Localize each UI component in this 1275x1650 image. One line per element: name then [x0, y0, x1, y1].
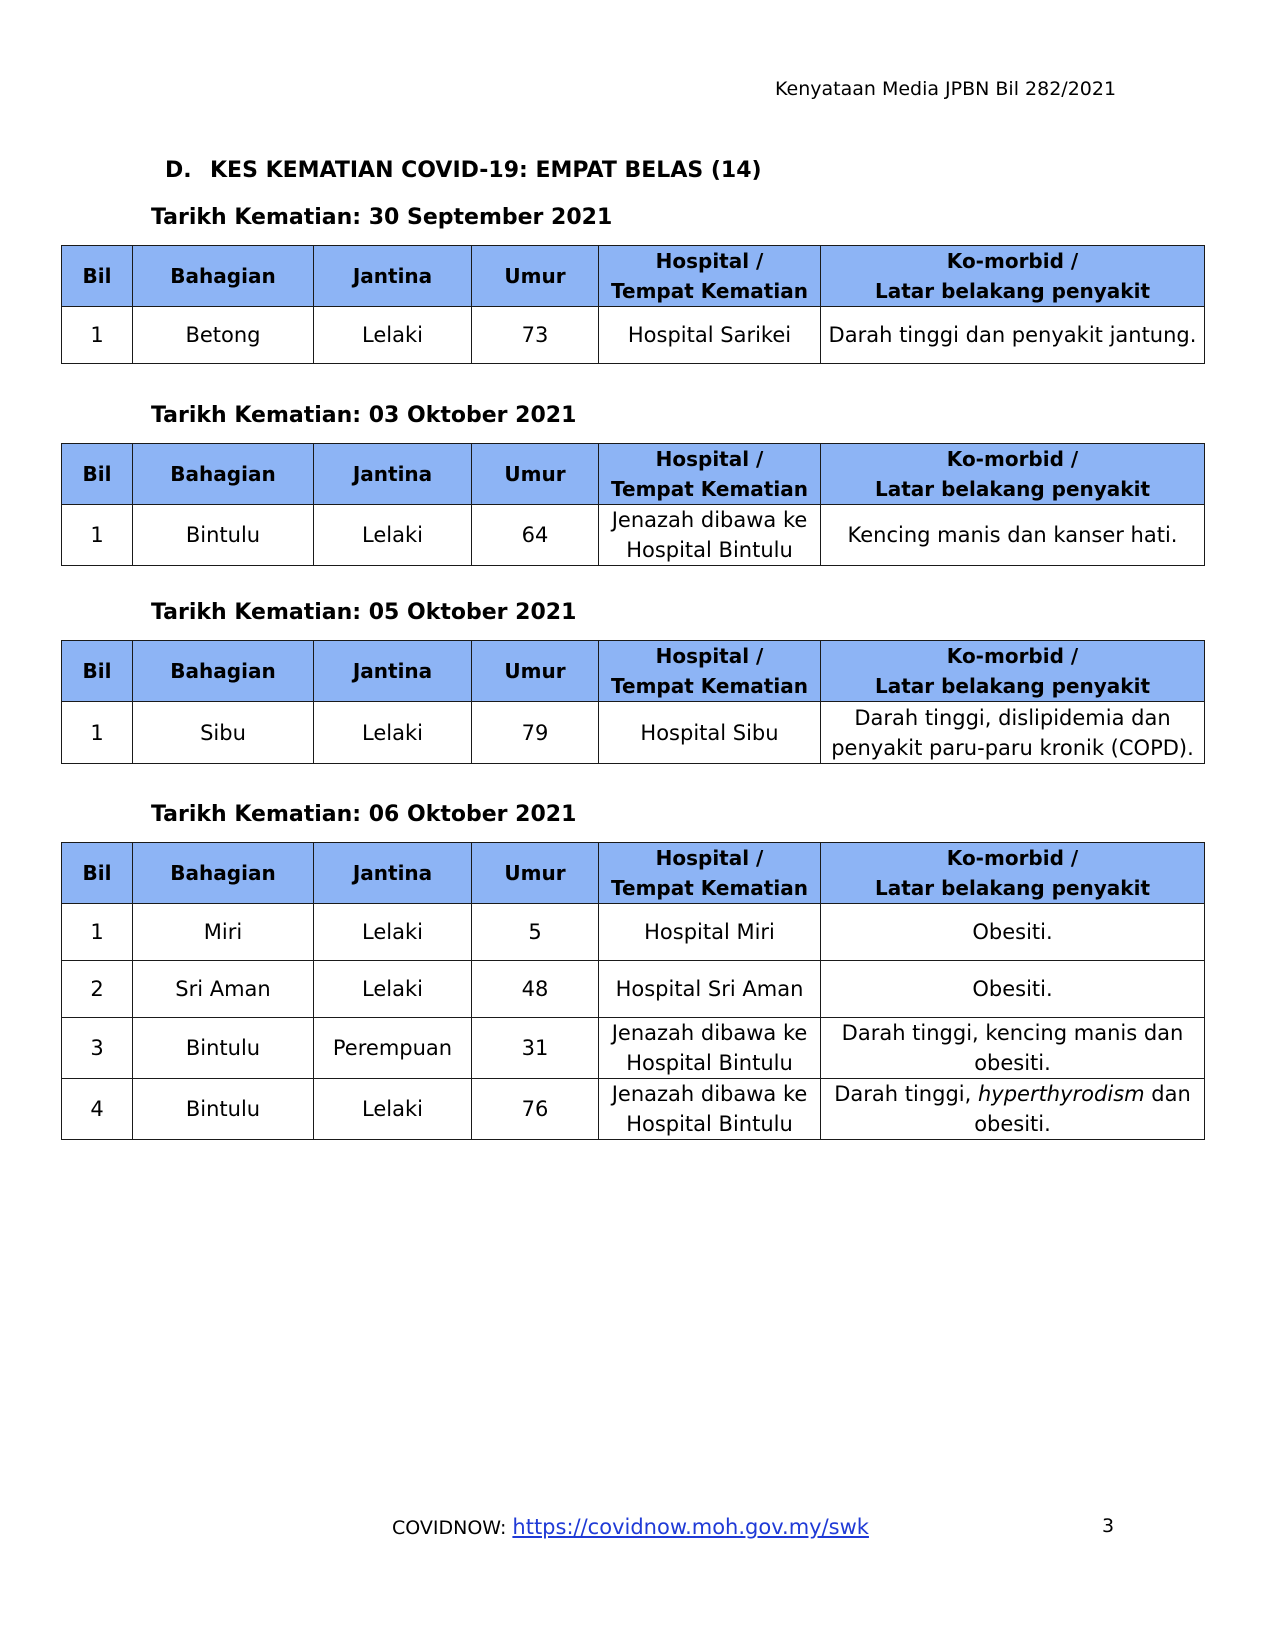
section-title-text: KES KEMATIAN COVID-19: EMPAT BELAS (14) [210, 158, 762, 183]
death-date-label: Tarikh Kematian: 30 September 2021 [151, 205, 613, 230]
komorbid-line-1: Obesiti. [972, 977, 1053, 1001]
cell-bahagian: Bintulu [133, 1018, 314, 1079]
hospital-line-2: Hospital Bintulu [626, 538, 793, 562]
cell-jantina: Perempuan [314, 1018, 472, 1079]
header-hospital [599, 246, 821, 307]
komorbid-line-1: Darah tinggi dan penyakit jantung. [828, 323, 1197, 347]
footer [392, 1515, 869, 1539]
cell-umur: 5 [472, 904, 599, 961]
table-row [62, 961, 1205, 1018]
header-komorbid [821, 444, 1205, 505]
komorbid-line-1: Darah tinggi, [834, 1082, 978, 1106]
header-bahagian [133, 246, 314, 307]
komorbid-italic-term: hyperthyrodism [977, 1082, 1145, 1106]
komorbid-line-1-tail: dan [1144, 1082, 1191, 1106]
cell-bil: 1 [62, 702, 133, 764]
header-bahagian [133, 641, 314, 702]
header-bahagian-text: Bahagian [170, 861, 276, 885]
table-row [62, 1079, 1205, 1140]
table-row [62, 307, 1205, 364]
cell-komorbid [821, 505, 1205, 566]
cell-umur: 48 [472, 961, 599, 1018]
cell-bil: 3 [62, 1018, 133, 1079]
covidnow-link[interactable]: https://covidnow.moh.gov.my/swk [512, 1515, 869, 1539]
hospital-line-1: Jenazah dibawa ke [611, 1021, 808, 1045]
death-cases-table [61, 443, 1205, 566]
header-komorbid-text: Latar belakang penyakit [874, 279, 1151, 303]
header-bahagian-text: Bahagian [170, 462, 276, 486]
death-date-label: Tarikh Kematian: 05 Oktober 2021 [151, 600, 577, 625]
cell-komorbid [821, 1079, 1205, 1140]
header-bahagian-text: Bahagian [170, 264, 276, 288]
cell-hospital [599, 307, 821, 364]
death-cases-table [61, 640, 1205, 764]
death-cases-table [61, 245, 1205, 364]
cell-hospital [599, 1018, 821, 1079]
header-jantina-text: Jantina [352, 861, 433, 885]
header-jantina-text: Jantina [352, 462, 433, 486]
header-jantina [314, 246, 472, 307]
header-bil-text: Bil [82, 659, 112, 683]
header-jantina [314, 641, 472, 702]
death-date-label: Tarikh Kematian: 03 Oktober 2021 [151, 403, 577, 428]
header-komorbid-text: Latar belakang penyakit [874, 477, 1151, 501]
footer-label: COVIDNOW: [392, 1517, 513, 1539]
cell-bahagian: Betong [133, 307, 314, 364]
cell-bil: 1 [62, 904, 133, 961]
header-hospital [599, 444, 821, 505]
cell-umur: 76 [472, 1079, 599, 1140]
cell-bil: 1 [62, 505, 133, 566]
header-hospital-text: Tempat Kematian [611, 279, 808, 303]
hospital-line-1: Hospital Miri [644, 920, 775, 944]
header-hospital-text: Hospital / [655, 447, 764, 471]
header-komorbid-text: Ko-morbid / [946, 846, 1079, 870]
cell-bil: 4 [62, 1079, 133, 1140]
table-header-row [62, 641, 1205, 702]
hospital-line-1: Hospital Sibu [640, 720, 779, 745]
header-hospital [599, 641, 821, 702]
header-umur [472, 444, 599, 505]
header-bahagian [133, 843, 314, 904]
header-komorbid [821, 641, 1205, 702]
header-bil [62, 246, 133, 307]
header-umur-text: Umur [504, 462, 566, 486]
cell-bahagian: Bintulu [133, 505, 314, 566]
header-umur [472, 843, 599, 904]
header-komorbid [821, 246, 1205, 307]
cell-bil: 2 [62, 961, 133, 1018]
header-hospital-text: Tempat Kematian [611, 876, 808, 900]
hospital-line-2: Hospital Bintulu [626, 1112, 793, 1136]
table-row [62, 904, 1205, 961]
komorbid-line-1: Kencing manis dan kanser hati. [847, 523, 1178, 547]
cell-umur: 64 [472, 505, 599, 566]
table-row [62, 505, 1205, 566]
page-number: 3 [1102, 1515, 1115, 1537]
header-hospital-text: Hospital / [655, 644, 764, 668]
komorbid-line-1: Darah tinggi, dislipidemia dan [854, 705, 1171, 730]
header-umur-text: Umur [504, 264, 566, 288]
hospital-line-2: Hospital Bintulu [626, 1051, 793, 1075]
section-letter: D. [165, 158, 192, 183]
header-bil [62, 843, 133, 904]
table-header-row [62, 246, 1205, 307]
cell-bahagian: Sibu [133, 702, 314, 764]
header-hospital [599, 843, 821, 904]
header-bil [62, 444, 133, 505]
cell-komorbid [821, 904, 1205, 961]
komorbid-line-1: Darah tinggi, kencing manis dan [841, 1021, 1184, 1045]
table-header-row [62, 444, 1205, 505]
header-bil-text: Bil [82, 264, 112, 288]
komorbid-line-2: obesiti. [974, 1112, 1051, 1136]
header-hospital-text: Tempat Kematian [611, 477, 808, 501]
header-komorbid-text: Latar belakang penyakit [874, 674, 1151, 698]
header-bahagian [133, 444, 314, 505]
cell-bahagian: Miri [133, 904, 314, 961]
table-row [62, 1018, 1205, 1079]
cell-jantina: Lelaki [314, 505, 472, 566]
header-umur-text: Umur [504, 861, 566, 885]
cell-jantina: Lelaki [314, 904, 472, 961]
header-umur-text: Umur [504, 659, 566, 683]
cell-jantina: Lelaki [314, 702, 472, 764]
header-komorbid [821, 843, 1205, 904]
hospital-line-1: Hospital Sri Aman [615, 977, 804, 1001]
cell-hospital [599, 904, 821, 961]
hospital-line-1: Hospital Sarikei [627, 323, 792, 347]
header-hospital-text: Tempat Kematian [611, 674, 808, 698]
document-reference: Kenyataan Media JPBN Bil 282/2021 [775, 78, 1117, 100]
hospital-line-1: Jenazah dibawa ke [611, 1082, 808, 1106]
header-bil-text: Bil [82, 861, 112, 885]
cell-umur: 73 [472, 307, 599, 364]
cell-komorbid [821, 702, 1205, 764]
cell-bahagian: Bintulu [133, 1079, 314, 1140]
header-umur [472, 246, 599, 307]
komorbid-line-1: Obesiti. [972, 920, 1053, 944]
cell-umur: 31 [472, 1018, 599, 1079]
komorbid-line-2: obesiti. [974, 1051, 1051, 1075]
cell-bahagian: Sri Aman [133, 961, 314, 1018]
header-bil-text: Bil [82, 462, 112, 486]
header-umur [472, 641, 599, 702]
section-heading [165, 158, 762, 183]
header-jantina [314, 444, 472, 505]
death-cases-table [61, 842, 1205, 1140]
cell-jantina: Lelaki [314, 961, 472, 1018]
death-date-label: Tarikh Kematian: 06 Oktober 2021 [151, 802, 577, 827]
komorbid-line-2: penyakit paru-paru kronik (COPD). [831, 735, 1194, 760]
header-jantina [314, 843, 472, 904]
header-komorbid-text: Latar belakang penyakit [874, 876, 1151, 900]
cell-bil: 1 [62, 307, 133, 364]
cell-hospital [599, 1079, 821, 1140]
header-hospital-text: Hospital / [655, 249, 764, 273]
cell-hospital [599, 505, 821, 566]
cell-jantina: Lelaki [314, 307, 472, 364]
cell-hospital [599, 702, 821, 764]
cell-hospital [599, 961, 821, 1018]
table-header-row [62, 843, 1205, 904]
header-bil [62, 641, 133, 702]
header-jantina-text: Jantina [352, 659, 433, 683]
header-komorbid-text: Ko-morbid / [946, 249, 1079, 273]
cell-umur: 79 [472, 702, 599, 764]
cell-komorbid [821, 307, 1205, 364]
hospital-line-1: Jenazah dibawa ke [611, 508, 808, 532]
table-row [62, 702, 1205, 764]
cell-komorbid [821, 961, 1205, 1018]
header-komorbid-text: Ko-morbid / [946, 644, 1079, 668]
header-jantina-text: Jantina [352, 264, 433, 288]
header-komorbid-text: Ko-morbid / [946, 447, 1079, 471]
header-hospital-text: Hospital / [655, 846, 764, 870]
cell-jantina: Lelaki [314, 1079, 472, 1140]
header-bahagian-text: Bahagian [170, 659, 276, 683]
cell-komorbid [821, 1018, 1205, 1079]
